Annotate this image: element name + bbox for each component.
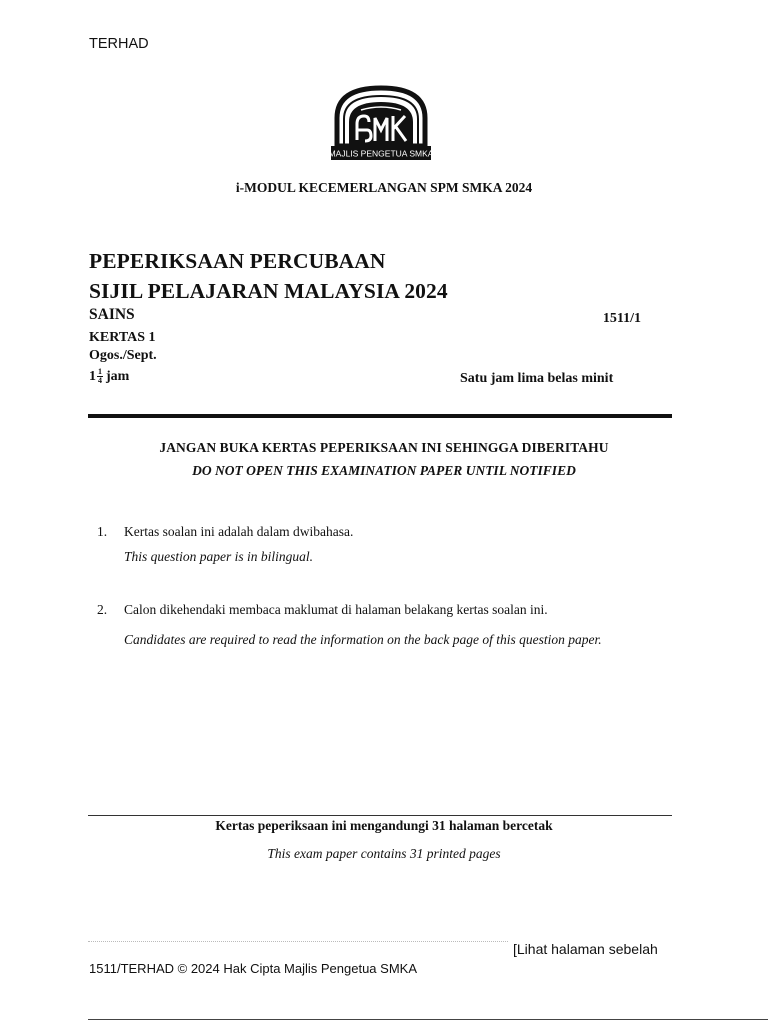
subject: SAINS [89, 306, 135, 323]
duration [89, 368, 129, 385]
warning-malay: JANGAN BUKA KERTAS PEPERIKSAAN INI SEHINGGA DIBERITAHU [159, 440, 609, 455]
page-count-english: This exam paper contains 31 printed pages [267, 846, 501, 861]
duration-whole: 1 [89, 368, 96, 384]
exam-session: Ogos./Sept. [89, 348, 157, 363]
next-page-note: [Lihat halaman sebelah [513, 941, 658, 957]
footer-dotted-line [88, 941, 508, 942]
classification-label: TERHAD [89, 36, 149, 52]
page-count-divider [88, 815, 672, 816]
duration-unit: jam [106, 368, 130, 384]
duration-denominator: 4 [98, 376, 102, 385]
majlis-pengetua-smka-logo [331, 84, 431, 162]
duration-words: Satu jam lima belas minit [460, 371, 614, 386]
instruction-english: Candidates are required to read the information on the back page of this question paper. [124, 632, 602, 647]
instruction-malay: Calon dikehendaki membaca maklumat di halaman belakang kertas soalan ini. [124, 602, 548, 617]
module-title: i-MODUL KECEMERLANGAN SPM SMKA 2024 [235, 180, 533, 195]
paper-number: KERTAS 1 [89, 330, 156, 345]
copyright-footer: 1511/TERHAD © 2024 Hak Cipta Majlis Pengetua SMKA [89, 961, 417, 976]
page-count-malay: Kertas peperiksaan ini mengandungi 31 halaman bercetak [215, 818, 553, 833]
instruction-number: 1. [97, 524, 108, 539]
page-bottom-edge [88, 1019, 768, 1020]
warning-english: DO NOT OPEN THIS EXAMINATION PAPER UNTIL NOTIFIED [192, 463, 576, 478]
duration-fraction [97, 368, 103, 385]
section-divider [88, 414, 672, 418]
instruction-malay: Kertas soalan ini adalah dalam dwibahasa. [124, 524, 354, 539]
instruction-number: 2. [97, 602, 108, 617]
duration-numerator: 1 [98, 367, 102, 376]
logo-banner-text: MAJLIS PENGETUA SMKA [331, 148, 431, 159]
exam-subtitle: SIJIL PELAJARAN MALAYSIA 2024 [89, 279, 448, 303]
paper-code: 1511/1 [602, 311, 641, 326]
instruction-english: This question paper is in bilingual. [124, 549, 314, 564]
exam-title: PEPERIKSAAN PERCUBAAN [89, 249, 386, 273]
